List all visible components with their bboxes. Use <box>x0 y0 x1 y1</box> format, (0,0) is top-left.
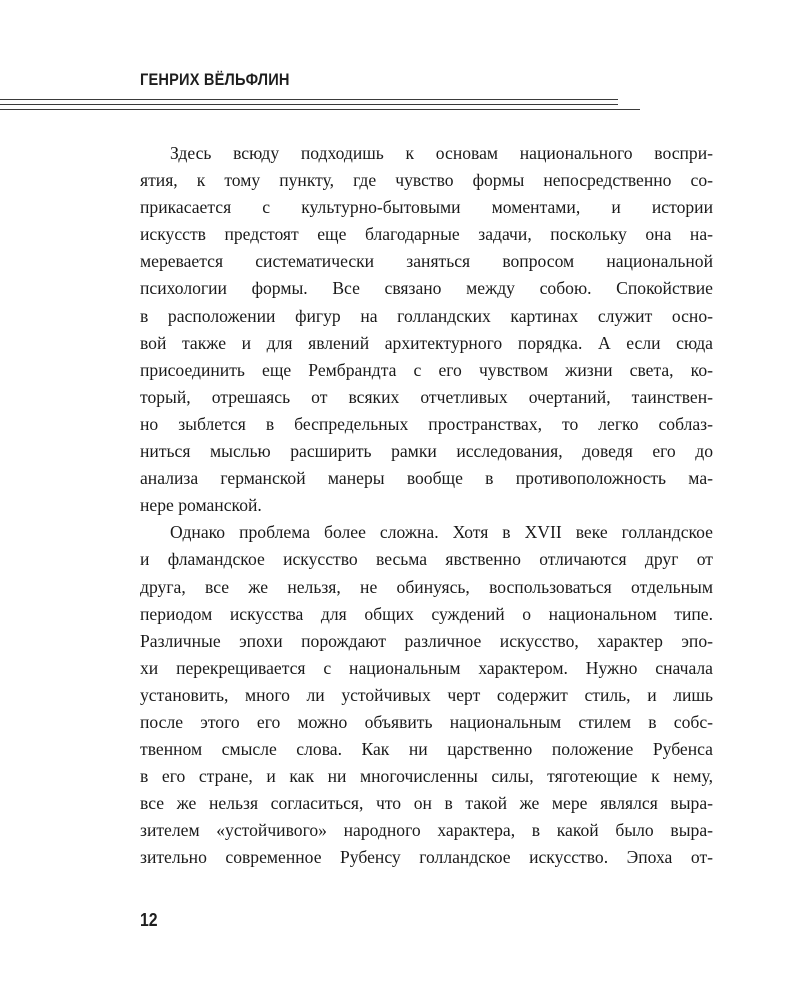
header-rule-3 <box>0 109 640 110</box>
text-line: друга, все же нельзя, не обинуясь, воспользоваться отдельным <box>140 576 713 597</box>
text-line: все же нельзя согласиться, что он в такой же мере являлся выра- <box>140 793 713 814</box>
text-line: вой также и для явлений архитектурного порядка. А если сюда <box>140 332 713 353</box>
text-line: но зыблется в беспредельных пространствах, то легко соблаз- <box>140 413 713 434</box>
text-line: в его стране, и как ни многочисленны силы, тяготеющие к нему, <box>140 766 713 787</box>
text-line: анализа германской манеры вообще в противоположность ма- <box>140 468 713 489</box>
text-line: в расположении фигур на голландских картинах служит осно- <box>140 305 713 326</box>
paragraph-2 <box>140 519 713 871</box>
text-line: психологии формы. Все связано между собою. Спокойствие <box>140 278 713 299</box>
text-line: хи перекрещивается с национальным характером. Нужно сначала <box>140 657 713 678</box>
text-line: после этого его можно объявить национальным стилем в собс- <box>140 711 713 732</box>
body-text <box>140 140 713 872</box>
text-line: и фламандское искусство весьма явственно отличаются друг от <box>140 549 713 570</box>
text-line: твенном смысле слова. Как ни царственно положение Рубенса <box>140 739 713 760</box>
text-line: прикасается с культурно-бытовыми моментами, и истории <box>140 197 713 218</box>
text-line: ниться мыслью расширить рамки исследования, доведя его до <box>140 441 713 462</box>
paragraph-1 <box>140 140 713 519</box>
header-rule-2 <box>0 104 618 105</box>
page-number: 12 <box>140 910 158 930</box>
text-line: установить, много ли устойчивых черт содержит стиль, и лишь <box>140 684 713 705</box>
text-line: присоединить еще Рембрандта с его чувством жизни света, ко- <box>140 359 713 380</box>
text-line: Различные эпохи порождают различное искусство, характер эпо- <box>140 630 713 651</box>
text-line: Здесь всюду подходишь к основам национального воспри- <box>170 143 713 163</box>
header-rule-1 <box>0 99 618 100</box>
text-line: нере романской. <box>140 495 262 516</box>
text-line: периодом искусства для общих суждений о национальном типе. <box>140 603 713 624</box>
text-line: меревается систематически заняться вопросом национальной <box>140 251 713 272</box>
text-line: торый, отрешаясь от всяких отчетливых очертаний, таинствен- <box>140 386 713 407</box>
text-line: искусств предстоят еще благодарные задачи, поскольку она на- <box>140 224 713 245</box>
running-head-title: ГЕНРИХ ВЁЛЬФЛИН <box>140 70 290 89</box>
text-line: зительно современное Рубенсу голландское искусство. Эпоха от- <box>140 847 713 868</box>
text-line: зителем «устойчивого» народного характера, в какой было выра- <box>140 820 713 841</box>
text-line: ятия, к тому пункту, где чувство формы непосредственно со- <box>140 170 713 191</box>
text-line: Однако проблема более сложна. Хотя в XVII веке голландское <box>170 522 713 543</box>
